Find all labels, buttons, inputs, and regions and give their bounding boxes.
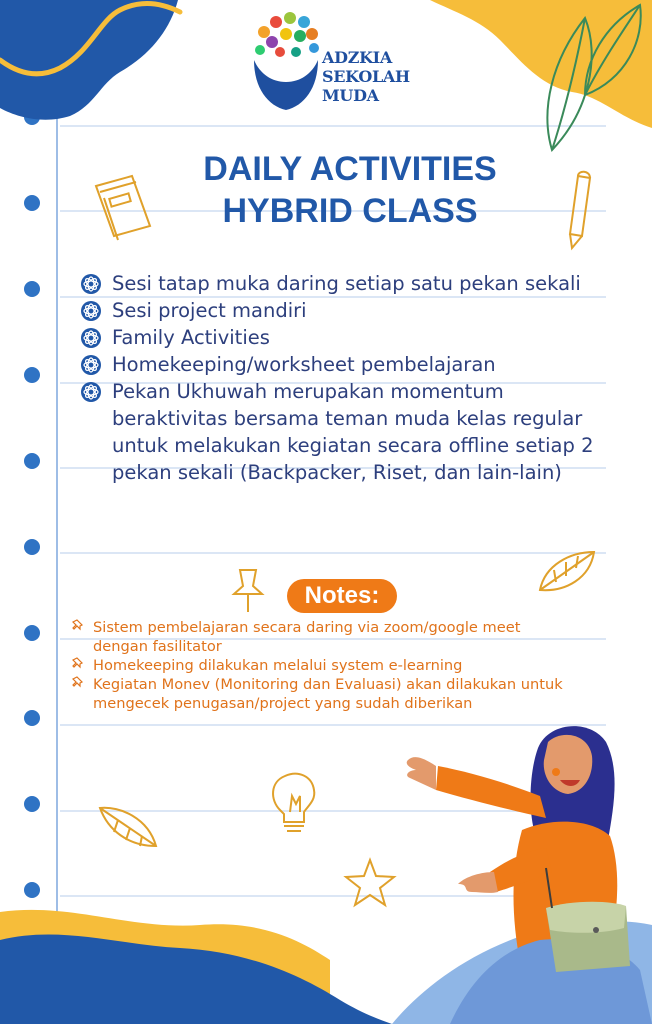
notes-badge: Notes: <box>287 579 397 613</box>
activity-text: Family Activities <box>112 326 270 349</box>
activity-text: Pekan Ukhuwah merupakan momentum beraktivitas bersama teman muda kelas regular untuk melakukan kegiatan secara offline setiap 2 pekan sekali (Backpacker, Riset, dan lain-lain) <box>112 380 594 484</box>
activity-text: Sesi tatap muka daring setiap satu pekan sekali <box>112 272 581 295</box>
bullet-flower-icon <box>80 300 102 322</box>
logo-wordmark <box>322 48 410 105</box>
bullet-flower-icon <box>80 354 102 376</box>
list-item <box>72 675 572 713</box>
title-line-2: HYBRID CLASS <box>222 192 478 230</box>
note-text: Homekeeping dilakukan melalui system e-learning <box>93 657 463 674</box>
notes-list <box>72 618 572 713</box>
list-item <box>80 297 620 324</box>
list-item <box>72 618 572 656</box>
pushpin-icon <box>72 676 87 691</box>
list-item <box>80 270 620 297</box>
logo-line-3: MUDA <box>322 86 379 105</box>
page-title <box>100 148 600 232</box>
title-line-1: DAILY ACTIVITIES <box>203 150 497 188</box>
list-item <box>80 378 620 486</box>
list-item <box>80 324 620 351</box>
activities-list <box>80 270 620 486</box>
bullet-flower-icon <box>80 327 102 349</box>
note-text: Sistem pembelajaran secara daring via zoom/google meet dengan fasilitator <box>93 619 521 655</box>
list-item <box>80 351 620 378</box>
bullet-flower-icon <box>80 273 102 295</box>
pushpin-icon <box>72 619 87 634</box>
pushpin-icon <box>72 657 87 672</box>
bullet-flower-icon <box>80 381 102 403</box>
logo-line-2: SEKOLAH <box>322 67 410 86</box>
list-item <box>72 656 572 675</box>
activity-text: Sesi project mandiri <box>112 299 307 322</box>
logo-line-1: ADZKIA <box>322 48 392 67</box>
activity-text: Homekeeping/worksheet pembelajaran <box>112 353 496 376</box>
note-text: Kegiatan Monev (Monitoring dan Evaluasi) akan dilakukan untuk mengecek penugasan/project yang sudah diberikan <box>93 676 563 712</box>
